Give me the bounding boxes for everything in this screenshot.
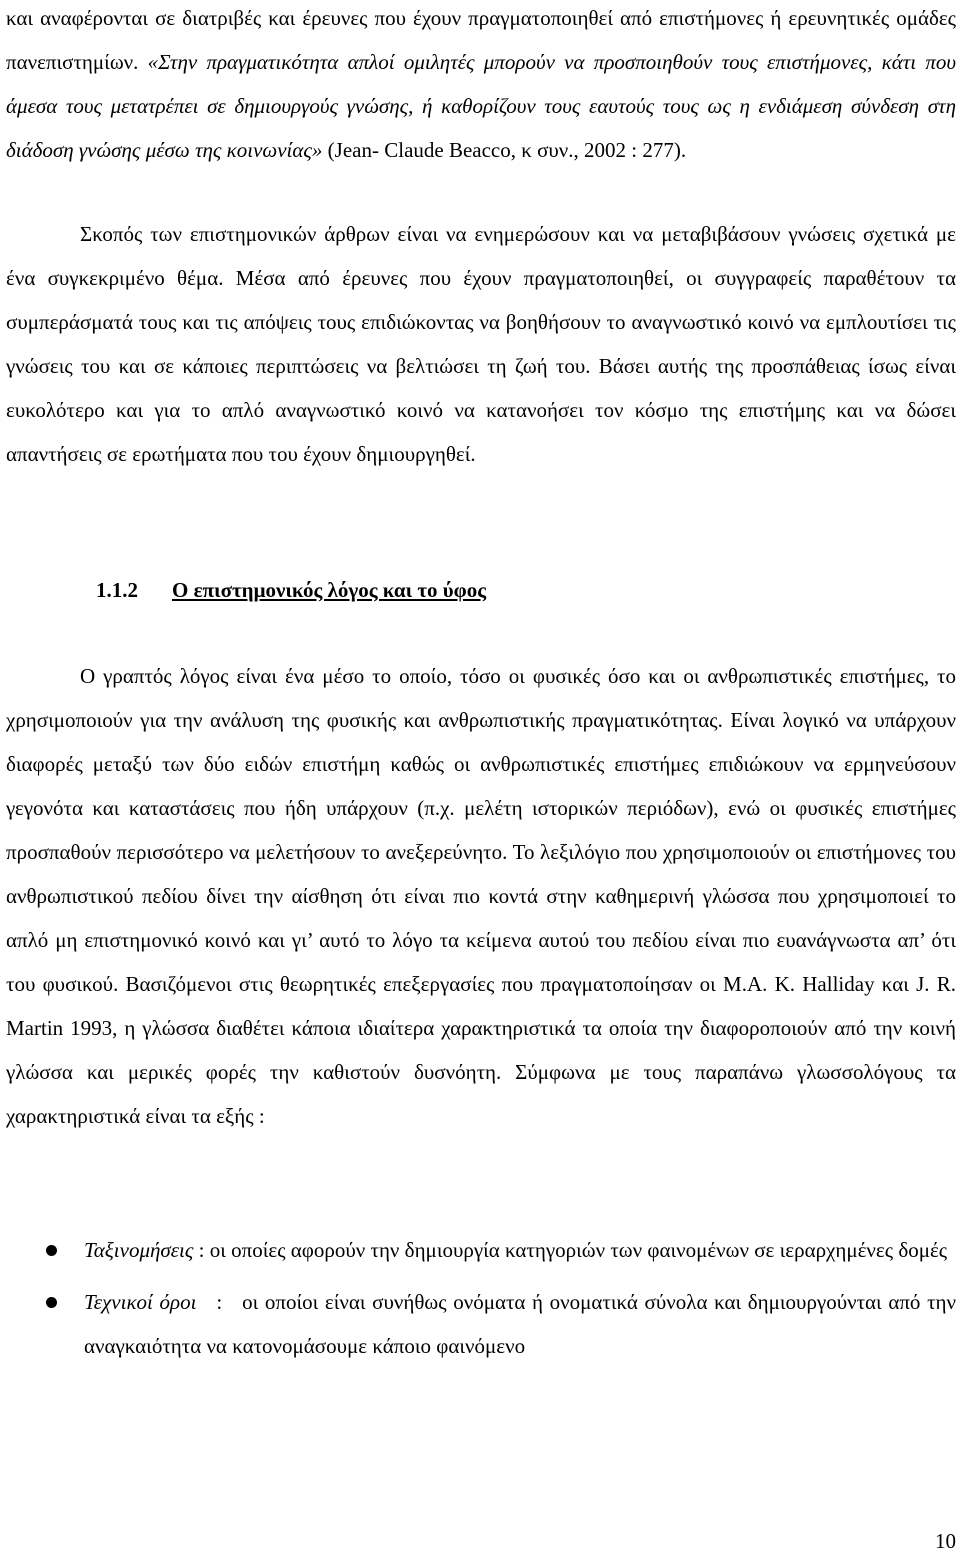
list-item-description: οι οποίες αφορούν την δημιουργία κατηγοριών των φαινομένων σε ιεραρχημένες δομές [209,1238,948,1262]
page-number: 10 [935,1529,956,1553]
characteristics-list [0,1228,956,1376]
section-title: Ο επιστημονικός λόγος και το ύφος [172,578,487,602]
list-item-term: Ταξινομήσεις [84,1238,194,1262]
list-item-separator: : [193,1238,210,1262]
list-item-description: οι οποίοι είναι συνήθως ονόματα ή ονοματικά σύνολα και δημιουργούνται από την αναγκαιότητα να κατονομάσουμε κάποιο φαινόμενο [84,1290,956,1358]
paragraph-citation [6,0,956,172]
bullet-icon [46,1245,57,1256]
paragraph-citation-quote: «Στην πραγματικότητα απλοί ομιλητές μπορούν να προσποιηθούν τους επιστήμονες, κάτι που άμεσα τους μετατρέπει σε δημιουργούς γνώσης, ή καθορίζουν τους εαυτούς τους ως η ενδιάμεση σύνδεση στη διάδοση γνώσης μέσω της κοινωνίας» [6,50,957,162]
section-heading [96,570,486,610]
list-item-separator: : [196,1290,243,1314]
paragraph-scientific-discourse: Ο γραπτός λόγος είναι ένα μέσο το οποίο, τόσο οι φυσικές όσο και οι ανθρωπιστικές επιστήμες, το χρησιμοποιούν για την ανάλυση της φυσικής και ανθρωπιστικής πραγματικότητας. Είναι λογικό να υπάρχουν διαφορές μεταξύ των δύο ειδών επιστήμη καθώς οι ανθρωπιστικές επιστήμες επιδιώκουν να ερμηνεύσουν γεγονότα και καταστάσεις που ήδη υπάρχουν (π.χ. μελέτη ιστορικών περιόδων), ενώ οι φυσικές επιστήμες προσπαθούν περισσότερο να μελετήσουν το ανεξερεύνητο. Το λεξιλόγιο που χρησιμοποιούν οι επιστήμονες του ανθρωπιστικού πεδίου δίνει την αίσθηση ότι είναι πιο κοντά στην καθημερινή γλώσσα που χρησιμοποιεί το απλό μη επιστημονικό κοινό και γι’ αυτό το λόγο τα κείμενα αυτού του πεδίου είναι πιο ευανάγνωστα απ’ ότι του φυσικού. Βασιζόμενοι στις θεωρητικές επεξεργασίες που πραγματοποίησαν οι M.A. K. Halliday και J. R. Martin 1993, η γλώσσα διαθέτει κάποια ιδιαίτερα χαρακτηριστικά τα οποία την διαφοροποιούν από την κοινή γλώσσα και μερικές φορές την καθιστούν δυσνόητη. Σύμφωνα με τους παραπάνω γλωσσολόγους τα χαρακτηριστικά είναι τα εξής : [6,664,956,1128]
paragraph-citation-intro: και αναφέρονται σε διατριβές και έρευνες που έχουν πραγματοποιηθεί από επιστήμονες ή ερευνητικές ομάδες πανεπιστημίων. [6,6,956,74]
section-number: 1.1.2 [96,578,138,602]
paragraph-citation-source: (Jean- Claude Beacco, κ συν., 2002 : 277). [322,138,687,162]
bullet-icon [46,1297,57,1308]
list-item-term: Τεχνικοί όροι [84,1290,197,1314]
list-item [0,1228,956,1272]
paragraph-scientific-articles: Σκοπός των επιστημονικών άρθρων είναι να ενημερώσουν και να μεταβιβάσουν γνώσεις σχετικά με ένα συγκεκριμένο θέμα. Μέσα από έρευνες που έχουν πραγματοποιηθεί, οι συγγραφείς παραθέτουν τα συμπεράσματά τους και τις απόψεις τους επιδιώκοντας να βοηθήσουν το αναγνωστικό κοινό να εμπλουτίσει τις γνώσεις του και σε κάποιες περιπτώσεις να βελτιώσει τη ζωή του. Βάσει αυτής της προσπάθειας ίσως είναι ευκολότερο και για το απλό αναγνωστικό κοινό να κατανοήσει τον κόσμο της επιστήμης και να δώσει απαντήσεις σε ερωτήματα που του έχουν δημιουργηθεί. [6,222,956,466]
list-item [0,1280,956,1368]
